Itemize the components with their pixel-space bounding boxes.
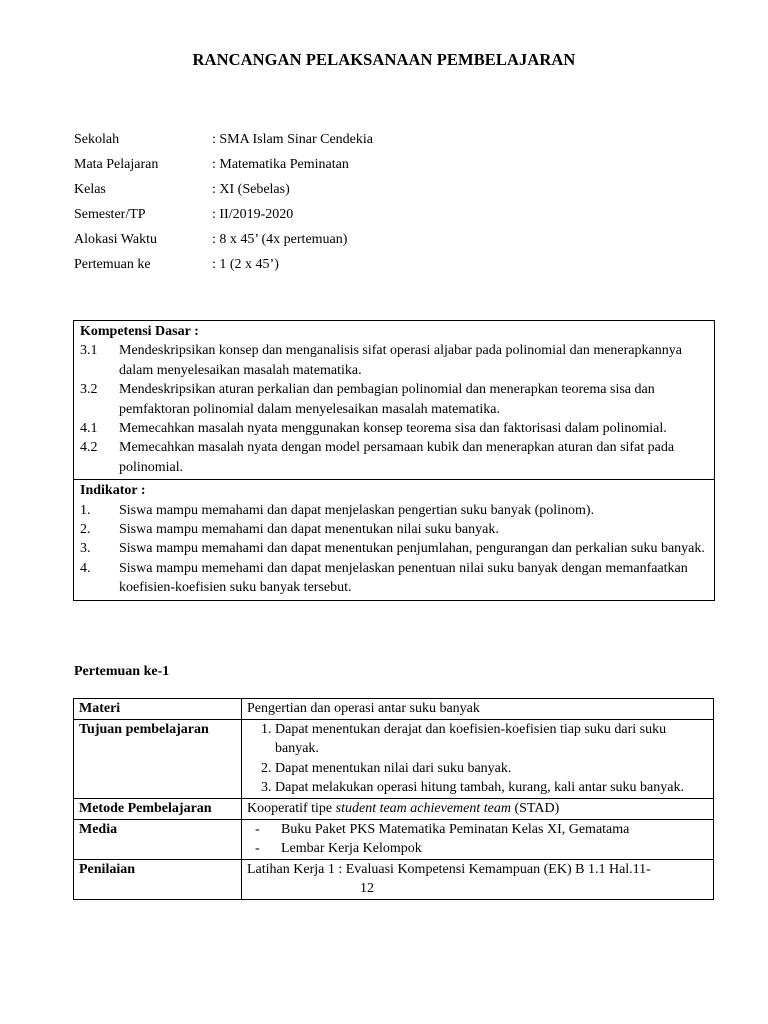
- penilaian-value: [242, 859, 714, 899]
- tujuan-value: [242, 719, 714, 798]
- info-value: : 1 (2 x 45’): [212, 257, 279, 272]
- document-title: RANCANGAN PELAKSANAAN PEMBELAJARAN: [192, 50, 576, 69]
- info-row-sekolah: [74, 131, 373, 156]
- item-number: 4.2: [80, 440, 98, 456]
- item-text: Siswa mampu memahami dan dapat menentukan nilai suku banyak.: [119, 522, 499, 538]
- materi-label: Materi: [74, 699, 242, 720]
- penilaian-line-1: Latihan Kerja 1 : Evaluasi Kompetensi Kemampuan (EK) B 1.1 Hal.11-: [247, 861, 651, 877]
- item-number: 2.: [80, 522, 91, 538]
- info-row-semester: [74, 206, 373, 231]
- metode-prefix: Kooperatif tipe: [247, 800, 336, 816]
- media-item-text: Buku Paket PKS Matematika Peminatan Kelas XI, Gematama: [281, 821, 630, 837]
- metode-italic: student team achievement team: [335, 800, 511, 816]
- info-label: Semester/TP: [74, 207, 146, 222]
- list-item: 2. Dapat menentukan nilai dari suku banyak.: [275, 759, 708, 779]
- table-row: [74, 719, 714, 798]
- meeting-heading: Pertemuan ke-1: [74, 664, 170, 679]
- media-item-text: Lembar Kerja Kelompok: [281, 841, 422, 857]
- list-item: [80, 559, 708, 598]
- item-text: Memecahkan masalah nyata dengan model persamaan kubik dan menerapkan aturan dan sifat pada polinomial.: [119, 440, 675, 475]
- table-row: [74, 859, 714, 899]
- info-value: : XI (Sebelas): [212, 182, 290, 197]
- table-row: [74, 699, 714, 720]
- info-row-pertemuan: [74, 256, 373, 281]
- metode-value: [242, 798, 714, 819]
- table-row: [74, 798, 714, 819]
- info-value: : 8 x 45’ (4x pertemuan): [212, 232, 348, 247]
- item-text: Mendeskripsikan konsep dan menganalisis sifat operasi aljabar pada polinomial dan menerapkannya dalam menyelesaikan masalah matematika.: [119, 343, 682, 378]
- competency-box: [73, 320, 715, 601]
- dash-bullet: -: [255, 821, 260, 837]
- media-list: [247, 820, 708, 859]
- list-item: [80, 380, 708, 419]
- info-row-mata-pelajaran: [74, 156, 373, 181]
- item-number: 4.: [80, 560, 91, 576]
- penilaian-line-2: 12: [360, 881, 374, 897]
- table-row: [74, 819, 714, 859]
- media-label: Media: [74, 819, 242, 859]
- item-number: 4.1: [80, 421, 98, 437]
- info-label: Pertemuan ke: [74, 257, 151, 272]
- info-row-kelas: [74, 181, 373, 206]
- indikator-section: [74, 479, 714, 599]
- meeting-table: [73, 698, 714, 900]
- tujuan-label: Tujuan pembelajaran: [74, 719, 242, 798]
- list-item: [80, 501, 708, 520]
- list-item: [80, 341, 708, 380]
- info-row-alokasi-waktu: [74, 231, 373, 256]
- list-item: 3. Dapat melakukan operasi hitung tambah, kurang, kali antar suku banyak.: [275, 778, 708, 798]
- info-value: : SMA Islam Sinar Cendekia: [212, 132, 373, 147]
- goals-list: [247, 720, 708, 798]
- list-item: 1. Dapat menentukan derajat dan koefisien-koefisien tiap suku dari suku banyak.: [275, 720, 708, 759]
- list-item: [80, 438, 708, 477]
- info-value: : Matematika Peminatan: [212, 157, 349, 172]
- info-label: Sekolah: [74, 132, 120, 147]
- item-text: Mendeskripsikan aturan perkalian dan pembagian polinomial dan menerapkan teorema sisa dan pemfaktoran polinomial dalam menyelesaikan masalah matematika.: [119, 382, 655, 417]
- kompetensi-dasar-section: [74, 321, 714, 479]
- list-item: [80, 520, 708, 539]
- item-number: 3.: [80, 541, 91, 557]
- list-item: [80, 539, 708, 558]
- indikator-heading: Indikator :: [80, 483, 146, 499]
- info-label: Mata Pelajaran: [74, 157, 159, 172]
- item-text: Siswa mampu memehami dan dapat menjelaskan penentuan nilai suku banyak dengan memanfaatkan koefisien-koefisien suku banyak tersebut.: [119, 560, 688, 596]
- metode-label: Metode Pembelajaran: [74, 798, 242, 819]
- materi-value: Pengertian dan operasi antar suku banyak: [242, 699, 714, 720]
- info-label: Alokasi Waktu: [74, 232, 157, 247]
- item-number: 3.1: [80, 343, 98, 359]
- item-number: 3.2: [80, 382, 98, 398]
- item-text: Siswa mampu memahami dan dapat menjelaskan pengertian suku banyak (polinom).: [119, 502, 595, 518]
- dash-bullet: -: [255, 841, 260, 857]
- penilaian-label: Penilaian: [74, 859, 242, 899]
- item-text: Memecahkan masalah nyata menggunakan konsep teorema sisa dan faktorisasi dalam polinomial.: [119, 421, 667, 437]
- info-label: Kelas: [74, 182, 106, 197]
- item-number: 1.: [80, 502, 91, 518]
- metode-suffix: (STAD): [510, 800, 560, 816]
- list-item: [80, 419, 708, 438]
- list-item: [247, 839, 708, 859]
- list-item: [247, 820, 708, 840]
- info-block: [74, 131, 373, 281]
- media-value: [242, 819, 714, 859]
- item-text: Siswa mampu memahami dan dapat menentukan penjumlahan, pengurangan dan perkalian suku banyak.: [119, 541, 705, 557]
- kompetensi-dasar-heading: Kompetensi Dasar :: [80, 324, 199, 339]
- info-value: : II/2019-2020: [212, 207, 294, 222]
